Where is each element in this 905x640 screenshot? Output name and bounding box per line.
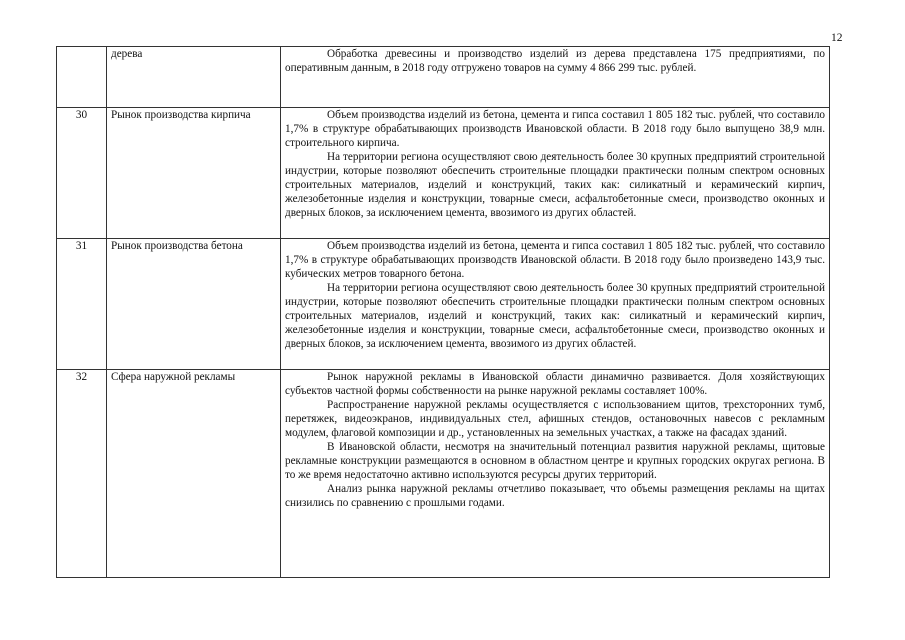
description-paragraph: Обработка древесины и производство изделий из дерева представлена 175 предприятиями, по оперативным данным, в 2018 году отгружено товаров на сумму 4 866 299 тыс. рублей. [285,48,825,74]
market-description-cell [281,370,830,578]
markets-table [56,46,830,578]
page-number: 12 [831,32,843,44]
table-row [57,239,830,370]
table-row [57,47,830,108]
market-description-cell [281,47,830,108]
description-paragraph: Объем производства изделий из бетона, цемента и гипса составил 1 805 182 тыс. рублей, что составило 1,7% в структуре обрабатывающих производств Ивановской области. В 2018 году было выпущено 38,9 млн. строительного кирпича. [285,109,825,149]
description-paragraph: Распространение наружной рекламы осуществляется с использованием щитов, трехсторонних тумб, перетяжек, видеоэкранов, индивидуальных стел, афишных стендов, остановочных навесов с рекламным модулем, флаговой композиции и др., установленных на земельных участках, а также на фасадах зданий. [285,399,825,439]
table-row [57,108,830,239]
market-name-cell: Рынок производства кирпича [107,108,281,239]
table-row [57,370,830,578]
market-description-cell [281,108,830,239]
description-paragraph: Рынок наружной рекламы в Ивановской области динамично развивается. Доля хозяйствующих субъектов частной формы собственности на рынке наружной рекламы составляет 100%. [285,371,825,397]
row-number-cell [57,47,107,108]
description-paragraph: На территории региона осуществляют свою деятельность более 30 крупных предприятий строительной индустрии, которые позволяют обеспечить строительные площадки практически полным спектром основных строительных материалов, изделий и конструкций, таких как: силикатный и керамический кирпич, железобетонные изделия и конструкции, товарные смеси, асфальтобетонные смеси, производство оконных и дверных блоков, за исключением цемента, ввозимого из других областей. [285,151,825,219]
description-paragraph: Объем производства изделий из бетона, цемента и гипса составил 1 805 182 тыс. рублей, что составило 1,7% в структуре обрабатывающих производств Ивановской области. В 2018 году было произведено 143,9 тыс. кубических метров товарного бетона. [285,240,825,280]
row-number-cell: 32 [57,370,107,578]
market-description-cell [281,239,830,370]
row-number-cell: 30 [57,108,107,239]
market-name-cell: Сфера наружной рекламы [107,370,281,578]
description-paragraph: На территории региона осуществляют свою деятельность более 30 крупных предприятий строительной индустрии, которые позволяют обеспечить строительные площадки практически полным спектром основных строительных материалов, изделий и конструкций, таких как: силикатный и керамический кирпич, железобетонные изделия и конструкции, товарные смеси, асфальтобетонные смеси, производство оконных и дверных блоков, за исключением цемента, ввозимого из других областей. [285,282,825,350]
description-paragraph: Анализ рынка наружной рекламы отчетливо показывает, что объемы размещения рекламы на щитах снизились по сравнению с прошлыми годами. [285,483,825,509]
market-name-cell: дерева [107,47,281,108]
market-name-cell: Рынок производства бетона [107,239,281,370]
row-number-cell: 31 [57,239,107,370]
description-paragraph: В Ивановской области, несмотря на значительный потенциал развития наружной рекламы, щитовые рекламные конструкции размещаются в основном в областном центре и крупных городских округах региона. В то же время недостаточно активно используются ресурсы других территорий. [285,441,825,481]
